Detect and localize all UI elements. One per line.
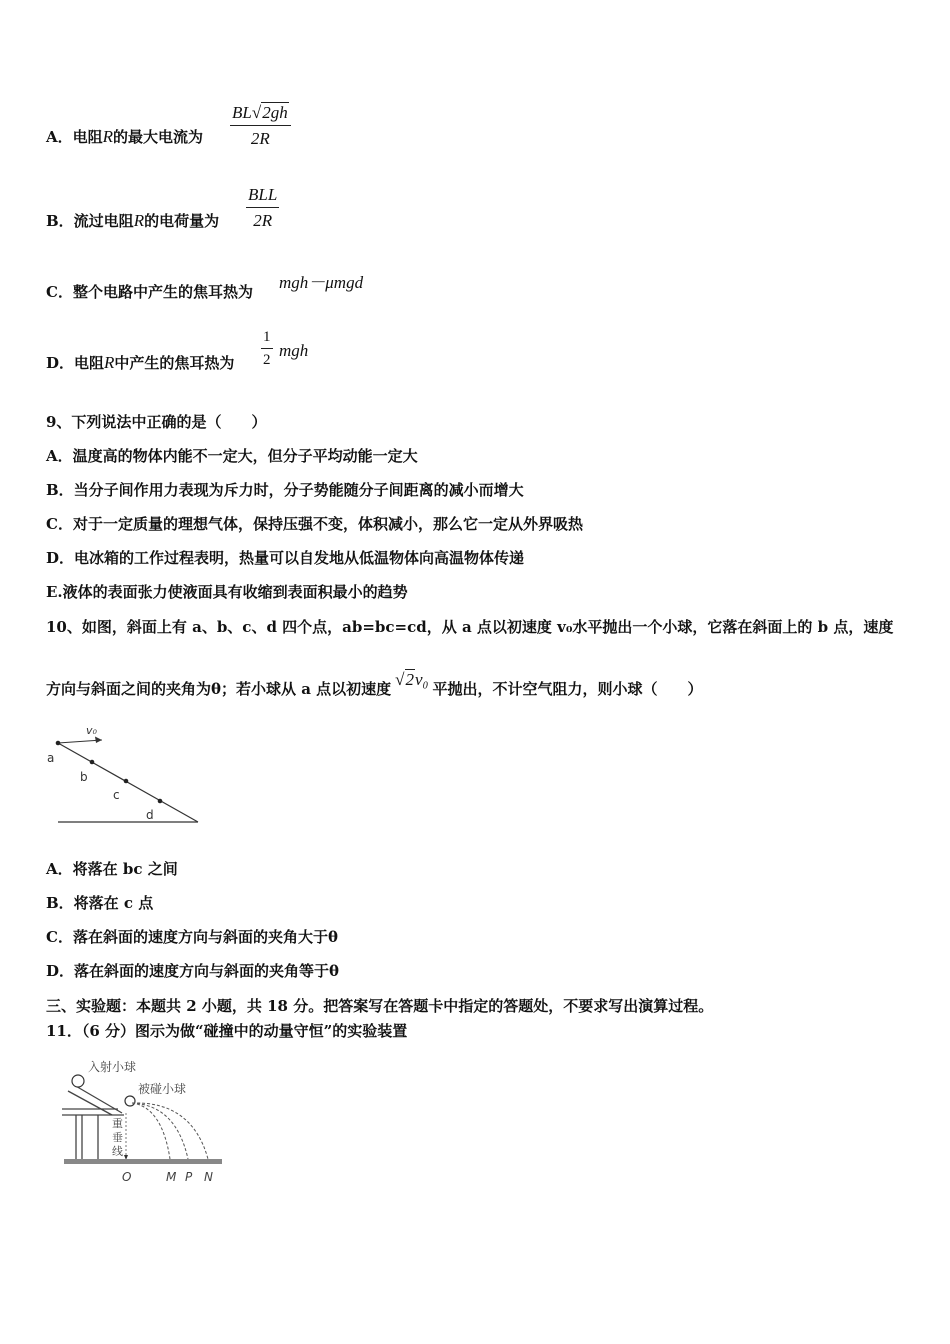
formula-8d-frac: $\frac{1}{2}$ <box>263 329 271 368</box>
formula-8d-rest: mgh <box>279 341 309 360</box>
option-8a: A．电阻R的最大电流为 <box>46 127 204 146</box>
q9-stem: 9、下列说法中正确的是（ ） <box>46 413 267 431</box>
target-ball <box>125 1096 135 1106</box>
target-ball-label: 被碰小球 <box>138 1082 187 1096</box>
q10-stem-line1: 10、如图，斜面上有 a、b、c、d 四个点，ab=bc=cd，从 a 点以初速度 v₀水平抛出一个小球，它落在斜面上的 b 点，速度 <box>46 618 894 636</box>
option-8b: B．流过电阻R的电荷量为 <box>46 211 220 230</box>
plumb-label-3: 线 <box>112 1145 123 1158</box>
point-o-label: O <box>122 1170 132 1184</box>
label-a: a <box>47 751 55 765</box>
point-c <box>124 779 129 784</box>
v0-label: v₀ <box>86 724 97 737</box>
point-n-label: N <box>204 1170 213 1184</box>
q10-option-b: B．将落在 c 点 <box>46 894 154 912</box>
plumb-label-2: 垂 <box>112 1131 123 1144</box>
formula-sqrt2-v0: √2v₀ <box>395 670 429 689</box>
collision-apparatus-diagram <box>58 1055 230 1187</box>
trajectory-n <box>132 1103 208 1159</box>
label-c: c <box>113 788 120 802</box>
ground <box>64 1159 222 1164</box>
q9-option-a: A．温度高的物体内能不一定大，但分子平均动能一定大 <box>46 447 418 465</box>
option-8d: D．电阻R中产生的焦耳热为 <box>46 353 235 372</box>
q10-stem-line2: 方向与斜面之间的夹角为θ；若小球从 a 点以初速度 √2v₀ 平抛出，不计空气阻力，则小球（ ） <box>46 670 703 698</box>
point-m-label: M <box>166 1170 177 1184</box>
option-8c: C．整个电路中产生的焦耳热为 <box>46 283 253 301</box>
q9-option-d: D．电冰箱的工作过程表明，热量可以自发地从低温物体向高温物体传递 <box>46 549 525 567</box>
q10-option-a: A．将落在 bc 之间 <box>46 860 178 878</box>
label-d: d <box>146 808 154 822</box>
point-p-label: P <box>185 1170 193 1184</box>
formula-8a: $\frac{BL√2gh}{2R}$ <box>230 103 291 149</box>
incline-diagram <box>40 718 210 830</box>
q9-option-b: B．当分子间作用力表现为斥力时，分子势能随分子间距离的减小而增大 <box>46 481 524 499</box>
velocity-arrowhead <box>95 737 102 744</box>
point-a <box>56 741 61 746</box>
incident-ball-label: 入射小球 <box>88 1060 137 1074</box>
trajectory-m <box>132 1103 170 1159</box>
formula-8b: BLL 2R <box>248 185 278 230</box>
q10-option-c: C．落在斜面的速度方向与斜面的夹角大于θ <box>46 928 338 946</box>
velocity-arrow <box>58 740 102 743</box>
q11-stem: 11．（6 分）图示为做“碰撞中的动量守恒”的实验装置 <box>46 1022 408 1040</box>
trajectory-p <box>132 1103 188 1159</box>
incident-ball <box>72 1075 84 1087</box>
plumb-label-1: 重 <box>112 1117 123 1130</box>
q9-option-e: E.液体的表面张力使液面具有收缩到表面积最小的趋势 <box>46 583 408 601</box>
formula-8c: mgh－μmgd <box>279 273 364 292</box>
q10-option-d: D．落在斜面的速度方向与斜面的夹角等于θ <box>46 962 340 980</box>
label-b: b <box>80 770 88 784</box>
q9-option-c: C．对于一定质量的理想气体，保持压强不变，体积减小，那么它一定从外界吸热 <box>46 515 583 533</box>
point-d <box>158 799 163 804</box>
incline-slope <box>58 743 198 822</box>
section-3-heading: 三、实验题：本题共 2 小题，共 18 分。把答案写在答题卡中指定的答题处，不要求写出演算过程。 <box>46 997 714 1015</box>
point-b <box>90 760 95 765</box>
